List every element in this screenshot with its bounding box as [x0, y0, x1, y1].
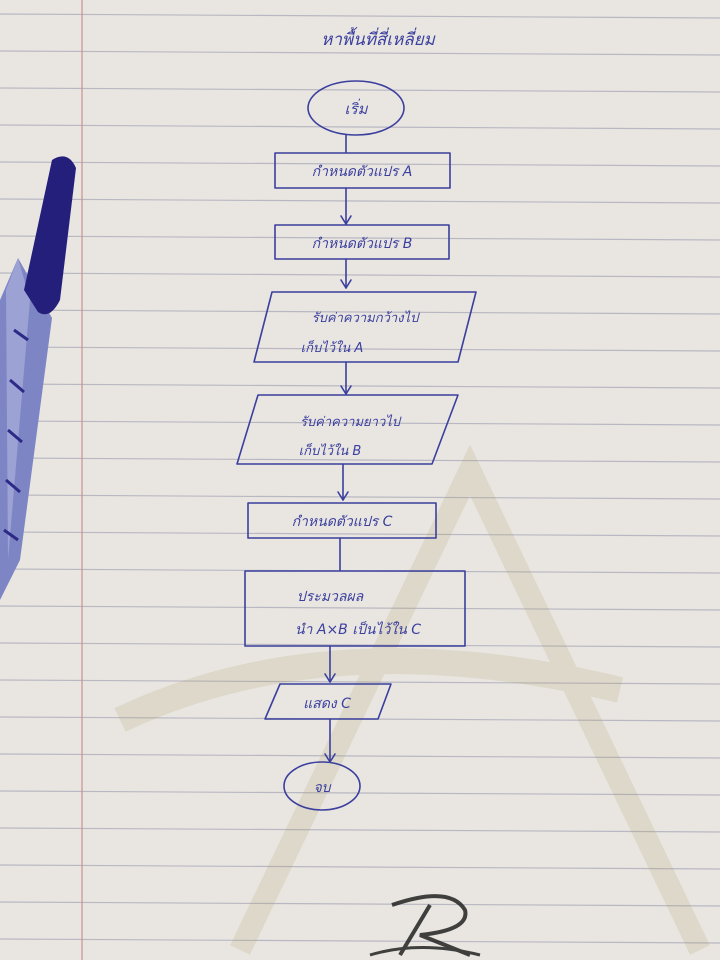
node-declare-c: [248, 503, 436, 538]
node-input-width: [254, 292, 476, 362]
node-declare-a: [275, 153, 450, 188]
node-declare-a-label: กำหนดตัวแปร A: [311, 164, 413, 180]
node-compute-line2: นำ A×B เป็นไว้ใน C: [294, 622, 422, 638]
node-compute-line1: ประมวลผล: [296, 589, 364, 605]
node-input-width-line1: รับค่าความกว้างไป: [311, 311, 419, 326]
node-input-width-line2: เก็บไว้ใน A: [300, 341, 364, 356]
node-start: [308, 81, 404, 135]
node-end: [284, 762, 360, 810]
node-input-length-line1: รับค่าความยาวไป: [299, 415, 401, 430]
node-declare-b: [275, 225, 449, 259]
node-end-label: จบ: [313, 780, 331, 796]
node-input-length-line2: เก็บไว้ใน B: [298, 444, 362, 459]
node-compute: [245, 571, 465, 646]
node-start-label: เริ่ม: [344, 100, 368, 118]
node-output-c-label: แสดง C: [303, 696, 351, 712]
node-input-length: [237, 395, 458, 464]
node-declare-b-label: กำหนดตัวแปร B: [311, 236, 413, 252]
diagram-title: หาพื้นที่สี่เหลี่ยม: [321, 30, 435, 50]
node-declare-c-label: กำหนดตัวแปร C: [291, 514, 393, 530]
node-output-c: [265, 684, 391, 719]
